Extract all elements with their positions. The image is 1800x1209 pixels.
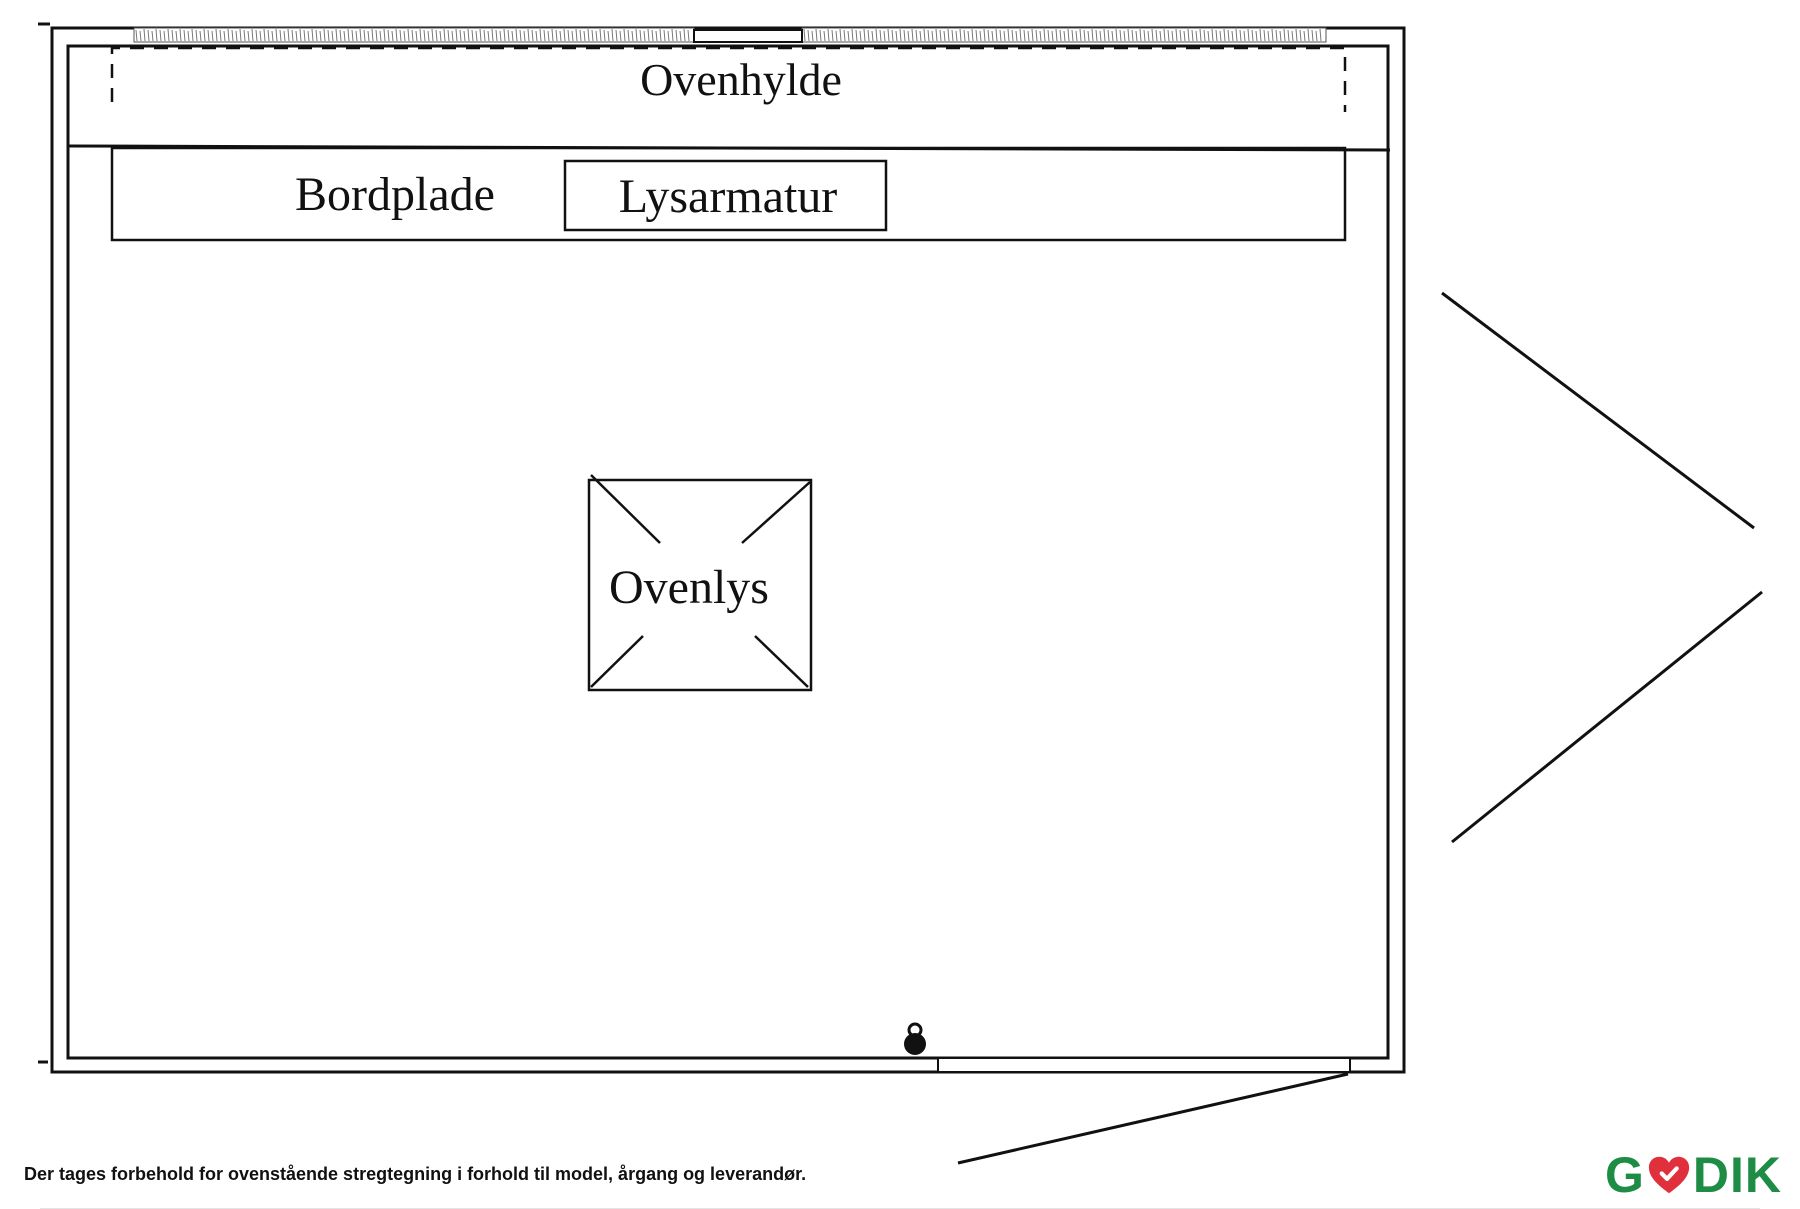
ovenhylde-label: Ovenhylde — [640, 54, 842, 105]
logo-text-end: DIK — [1692, 1147, 1782, 1203]
bordplade-label: Bordplade — [295, 168, 495, 221]
drawbar — [1442, 293, 1762, 842]
lysarmatur-label: Lysarmatur — [618, 170, 838, 223]
logo-text-start: G — [1604, 1147, 1645, 1203]
disclaimer-text: Der tages forbehold for ovenstående stregtegning i forhold til model, årgang og leverandør. — [24, 1164, 807, 1184]
heart-icon — [1646, 1152, 1692, 1198]
godik-logo — [1605, 1147, 1782, 1203]
top-window-strip — [134, 28, 1326, 42]
door-lock-icon — [904, 1024, 926, 1055]
door — [938, 1058, 1350, 1163]
ovenlys-label: Ovenlys — [609, 561, 769, 614]
